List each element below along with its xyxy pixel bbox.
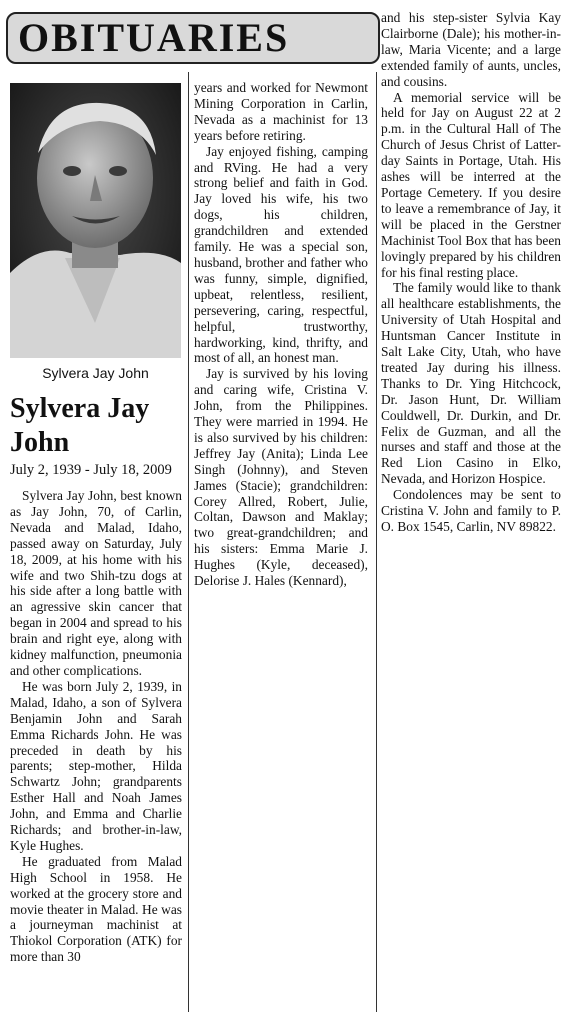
photo-caption: Sylvera Jay John: [42, 365, 149, 381]
headline-line-2: John: [10, 427, 70, 458]
headline-line-1: Sylvera Jay: [10, 393, 150, 424]
masthead-title: OBITUARIES: [18, 15, 290, 60]
portrait-photo: [10, 83, 181, 358]
paragraph-intro: Sylvera Jay John, best known as Jay John, 70, of Carlin, Nevada and Malad, Idaho, passed away on Saturday, July 18, 2009, at his home with his wife and two Shih-tzu dogs at his side after a long battle with an agressive skin cancer that began in 2004 and spread to his brain and right eye, along with kidney malfunction, pneumonia and other complications.: [10, 488, 182, 678]
portrait-photo-icon: [10, 83, 181, 358]
text-column-2: [194, 80, 368, 589]
paragraph-birth-family: He was born July 2, 1939, in Malad, Idaho, a son of Sylvera Benjamin John and Sarah Emma Richards John. He was preceded in death by his parents; step-mother, Hilda Schwartz John; grandparents Esther Hall and Noah James John, and Emma and Charlie Richards; and brother-in-law, Kyle Hughes.: [10, 678, 182, 853]
paragraph-career-continued: years and worked for Newmont Mining Corporation in Carlin, Nevada as a machinist for 13 years before retiring.: [194, 80, 368, 143]
text-column-1: [10, 488, 182, 965]
paragraph-career: He graduated from Malad High School in 1958. He worked at the grocery store and movie theater in Malad. He was a journeyman machinist at Thiokol Corporation (ATK) for more than 30: [10, 853, 182, 965]
paragraph-thanks: The family would like to thank all healthcare establishments, the University of Utah Hospital and Huntsman Cancer Institute in Salt Lake City, Utah, who have treated Jay during his illness. Thanks to Dr. Ying Hitchcock, Dr. Jason Hunt, Dr. William Couldwell, Dr. Durkin, and Dr. Felix de Guzman, and all the nurses and staff and those at the Red Lion Casino in Elko, Nevada, and Horizon Hospice.: [381, 280, 561, 487]
paragraph-survivors: Jay is survived by his loving and caring wife, Cristina V. John, from the Philippines. They were married in 1994. He is also survived by his children: Jeffrey Jay (Anita); Linda Lee Singh (Johnny), and Steven James (Stacie); grandchildren: Corey Allred, Robert, Julie, Coltan, Dawson and Maklay; two great-grandchildren; and his sisters: Emma Marie J. Hughes (Kyle, deceased), Delorise J. Hales (Kennard),: [194, 366, 368, 589]
life-dates: July 2, 1939 - July 18, 2009: [10, 462, 172, 478]
paragraph-survivors-continued: and his step-sister Sylvia Kay Clairborne (Dale); his mother-in-law, Maria Vicente; and a large extended family of aunts, uncles, and cousins.: [381, 10, 561, 89]
paragraph-personality: Jay enjoyed fishing, camping and RVing. He had a very strong belief and faith in God. Jay loved his wife, his two dogs, his children, grandchildren and extended family. He was a special son, husband, brother and father who was funny, simple, dignified, upbeat, relentless, resilient, persevering, caring, respectful, helpful, trustworthy, hardworking, kind, thrifty, and most of all, an honest man.: [194, 143, 368, 366]
paragraph-memorial-service: A memorial service will be held for Jay on August 22 at 2 p.m. in the Cultural Hall of The Church of Jesus Christ of Latter-day Saints in Portage, Utah. His ashes will be interred at the Portage Cemetery. If you desire to leave a remembrance of Jay, it will be placed in the Gerstner Machinist Tool Box that has been lovingly prepared by his children for his final resting place.: [381, 89, 561, 280]
obituaries-masthead: [6, 12, 380, 64]
text-column-3: [381, 10, 561, 535]
paragraph-condolences: Condolences may be sent to Cristina V. John and family to P. O. Box 1545, Carlin, NV 89822.: [381, 487, 561, 534]
obituary-headline: [10, 392, 190, 460]
column-rule-right: [376, 72, 377, 1012]
column-rule-left: [188, 72, 189, 1012]
